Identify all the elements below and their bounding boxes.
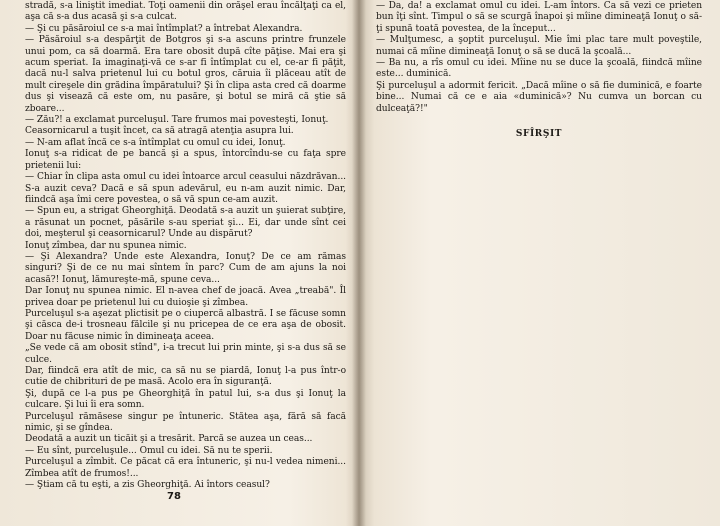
paragraph: — Chiar în clipa asta omul cu idei întoarce arcul ceasului năzdrăvan... S-a auzit ceva? Dacă e să spun adevărul, eu n-am auzit nimic. Dar, fiindcă aşa îmi cere povestea, o să vă spun ce-am auzit.: [25, 172, 346, 205]
paragraph: Deodată a auzit un ticăit şi a tresărit. Parcă se auzea un ceas...: [25, 434, 313, 445]
paragraph: stradă, s-a liniştit imediat. Toţi oamenii din orăşel erau încălţaţi ca el, aşa că s-a dus acasă şi s-a culcat.: [25, 1, 346, 23]
paragraph: Purceluşul s-a aşezat plictisit pe o ciupercă albastră. I se făcuse somn şi căsca de-i trosneau fălcile şi nu pricepea de ce era aşa de obosit. Doar nu făcuse nimic în dimineaţa aceea.: [25, 308, 346, 342]
paragraph: Dar, fiindcă era atît de mic, ca să nu se piardă, Ionuţ l-a pus într-o cutie de chibrituri de pe masă. Acolo era în siguranţă.: [25, 366, 346, 388]
paragraph: Şi, după ce l-a pus pe Gheorghiţă în patul lui, s-a dus şi Ionuţ la culcare. Şi lui îi era somn.: [25, 388, 346, 411]
paragraph: Dar Ionuţ nu spunea nimic. El n-avea chef de joacă. Avea „treabă". Îl privea doar pe prietenul lui cu duioşie şi zîmbea.: [25, 286, 346, 308]
right-page-text: [376, 1, 702, 115]
paragraph: Purceluşul a zîmbit. Ce păcat că era întuneric, şi nu-l vedea nimeni... Zîmbea atît de frumos!...: [25, 457, 346, 479]
paragraph: — Eu sînt, purceluşule... Omul cu idei. Să nu te sperii.: [25, 445, 273, 456]
left-page: [0, 0, 356, 526]
paragraph: Ceasornicarul a tuşit încet, ca să atragă atenţia asupra lui.: [25, 126, 294, 137]
paragraph: Ionuţ s-a ridicat de pe bancă şi a spus, întorcîndu-se cu faţa spre prietenii lui:: [25, 149, 346, 171]
paragraph: Ionuţ zîmbea, dar nu spunea nimic.: [25, 240, 187, 251]
paragraph: — Păsăroiul s-a despărţit de Botgros şi s-a ascuns printre frunzele unui pom, ca să doarmă. Era tare obosit după cîte păţise. Mai era şi acum speriat. Ia imaginaţi-vă ce s-ar fi întîmplat cu el, ce-ar fi păţit, dacă nu-l salva prietenul lui cu botul gros, căruia îi plăceau atît de mult cireşele din grădina împăratului? Şi în clipa asta cred că doarme dus şi visează că este om, nu pasăre, şi botul se miră că ştie să zboare...: [25, 35, 346, 114]
paragraph: Purceluşul rămăsese singur pe întuneric. Stătea aşa, fără să facă nimic, şi se gîndea.: [25, 411, 346, 434]
paragraph: — Mulţumesc, a şoptit purceluşul. Mie îmi plac tare mult poveştile, numai că mîine dimineaţă Ionuţ o să se ducă la şcoală...: [376, 35, 702, 57]
paragraph: — Şi cu păsăroiul ce s-a mai întîmplat? a întrebat Alexandra.: [25, 23, 303, 34]
end-mark: SFÎRŞIT: [515, 129, 563, 140]
page-number: 78: [167, 491, 181, 502]
paragraph: „Se vede că am obosit stînd", i-a trecut lui prin minte, şi s-a dus să se culce.: [25, 343, 346, 365]
paragraph: — Şi Alexandra? Unde este Alexandra, Ionuţ? De ce am rămas singuri? Şi de ce nu mai sîntem în parc? Cum de am ajuns la noi acasă?! Ionuţ, lămureşte-mă, spune ceva...: [25, 251, 346, 285]
paragraph: — Ba nu, a rîs omul cu idei. Mîine nu se duce la şcoală, fiindcă mîine este... duminică.: [376, 58, 702, 80]
right-page: [364, 0, 720, 526]
paragraph: — Ştiam că tu eşti, a zis Gheorghiţă. Ai întors ceasul?: [25, 480, 270, 491]
paragraph: — Zău?! a exclamat purceluşul. Tare frumos mai povesteşti, Ionuţ.: [25, 115, 329, 126]
paragraph: — Spun eu, a strigat Gheorghiţă. Deodată s-a auzit un şuierat subţire, a răsunat un pocnet, păsările s-au speriat şi... Ei, dar unde sînt cei doi, meşterul şi ceasornicarul? Unde au dispărut?: [25, 206, 346, 240]
paragraph: — Da, da! a exclamat omul cu idei. L-am întors. Ca să vezi ce prieten bun îţi sînt. Timpul o să se scurgă înapoi şi mîine dimineaţă Ionuţ o să-ţi spună toată povestea, de la început...: [376, 1, 702, 34]
left-page-text: [25, 1, 346, 491]
paragraph: Şi purceluşul a adormit fericit. „Dacă mîine o să fie duminică, e foarte bine... Numai că ce e aia «duminică»? Nu cumva un borcan cu dulceaţă?!": [376, 80, 702, 114]
paragraph: — N-am aflat încă ce s-a întîmplat cu omul cu idei, Ionuţ.: [25, 137, 286, 148]
